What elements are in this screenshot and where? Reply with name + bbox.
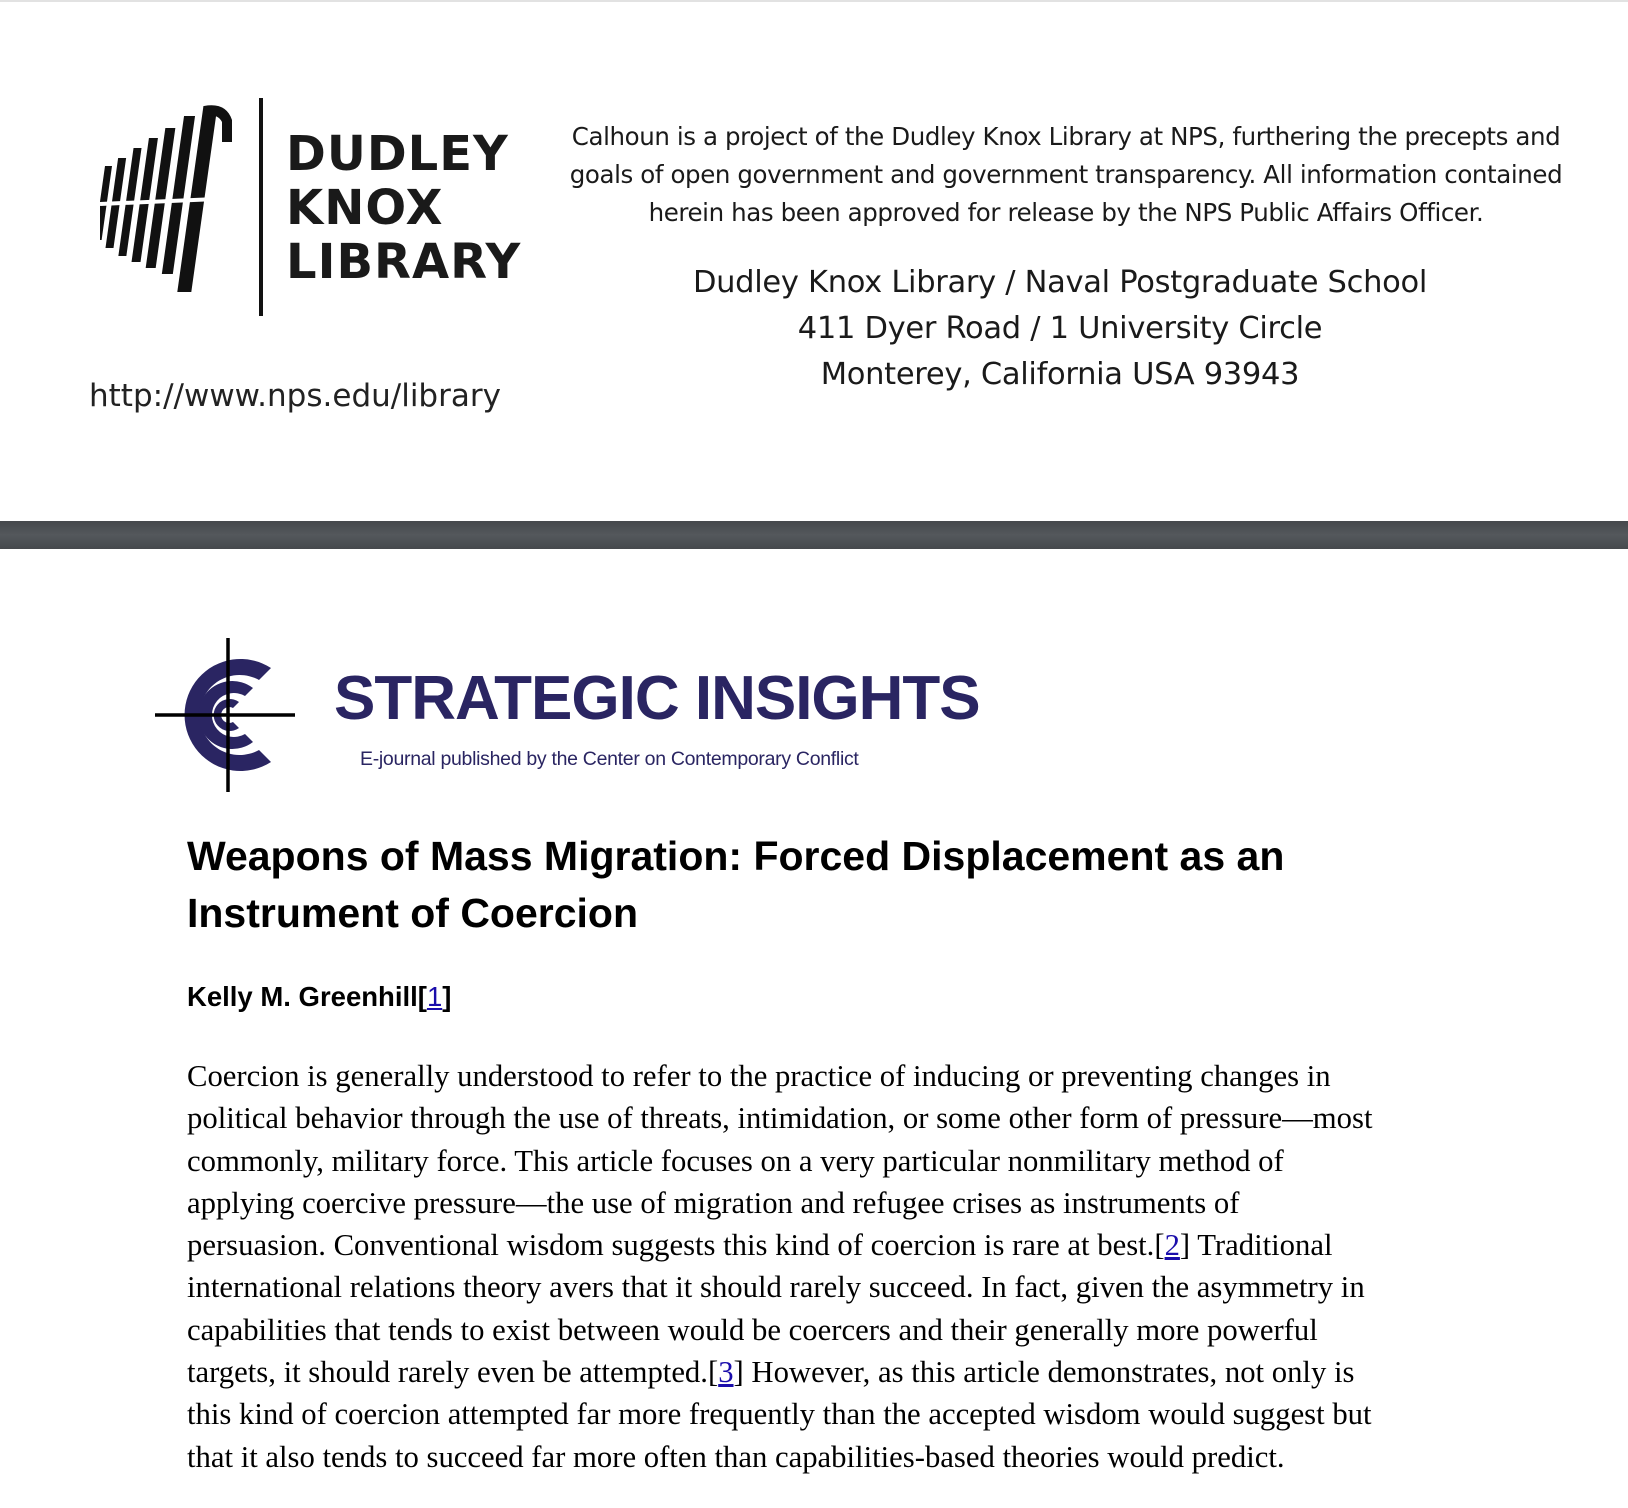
body-text-segment: ] Traditional [1179,1228,1333,1263]
library-name-line-2: KNOX [286,180,444,236]
library-name-line-3: LIBRARY [286,234,522,290]
body-line [187,1224,1447,1266]
article-body [187,1055,1447,1478]
footnote-link-2[interactable]: 2 [1164,1228,1180,1263]
body-line: that it also tends to succeed far more often than capabilities-based theories would predict. [187,1439,1285,1474]
page-divider [0,521,1628,549]
cover-page [0,0,1628,521]
body-text-segment: targets, it should rarely even be attempted.[ [187,1355,719,1390]
footnote-bracket-close: ] [442,981,452,1012]
footnote-link-1[interactable]: 1 [426,981,443,1012]
calhoun-line-2: goals of open government and government transparency. All information contained [569,160,1563,189]
address-line-3: Monterey, California USA 93943 [820,357,1300,392]
body-text-segment: ] However, as this article demonstrates, not only is [733,1355,1355,1390]
calhoun-line-1: Calhoun is a project of the Dudley Knox Library at NPS, furthering the precepts and [571,122,1561,151]
article-title-line-2: Instrument of Coercion [187,890,639,936]
crosshair-c-icon [155,638,301,792]
footnote-bracket-open: [ [417,981,427,1012]
body-line: commonly, military force. This article focuses on a very particular nonmilitary method of [187,1143,1284,1178]
body-text-segment: persuasion. Conventional wisdom suggests this kind of coercion is rare at best.[ [187,1228,1165,1263]
library-name-line-1: DUDLEY [286,126,509,182]
library-logo-icon [100,102,240,312]
logo-divider [259,98,263,316]
article-title-line-1: Weapons of Mass Migration: Forced Displacement as an [187,833,1285,879]
article-author [187,980,451,1013]
article-title [187,828,1487,942]
author-name: Kelly M. Greenhill [187,981,418,1012]
calhoun-line-3: herein has been approved for release by the NPS Public Affairs Officer. [648,198,1484,227]
calhoun-statement [516,118,1616,232]
body-line: political behavior through the use of threats, intimidation, or some other form of pressure—most [187,1101,1373,1136]
body-line: this kind of coercion attempted far more frequently than the accepted wisdom would suggest but [187,1397,1372,1432]
library-address [610,260,1510,398]
journal-tagline: E-journal published by the Center on Contemporary Conflict [360,748,859,770]
body-line [187,1351,1447,1393]
journal-title: STRATEGIC INSIGHTS [334,664,980,733]
address-line-1: Dudley Knox Library / Naval Postgraduate School [692,265,1428,300]
body-line: capabilities that tends to exist between would be coercers and their generally more powerful [187,1312,1318,1347]
body-line: international relations theory avers that it should rarely succeed. In fact, given the asymmetry in [187,1270,1365,1305]
body-line: applying coercive pressure—the use of migration and refugee crises as instruments of [187,1185,1240,1220]
address-line-2: 411 Dyer Road / 1 University Circle [797,311,1323,346]
body-line: Coercion is generally understood to refer to the practice of inducing or preventing changes in [187,1059,1331,1093]
footnote-link-3[interactable]: 3 [718,1355,734,1390]
library-url[interactable]: http://www.nps.edu/library [89,378,501,414]
